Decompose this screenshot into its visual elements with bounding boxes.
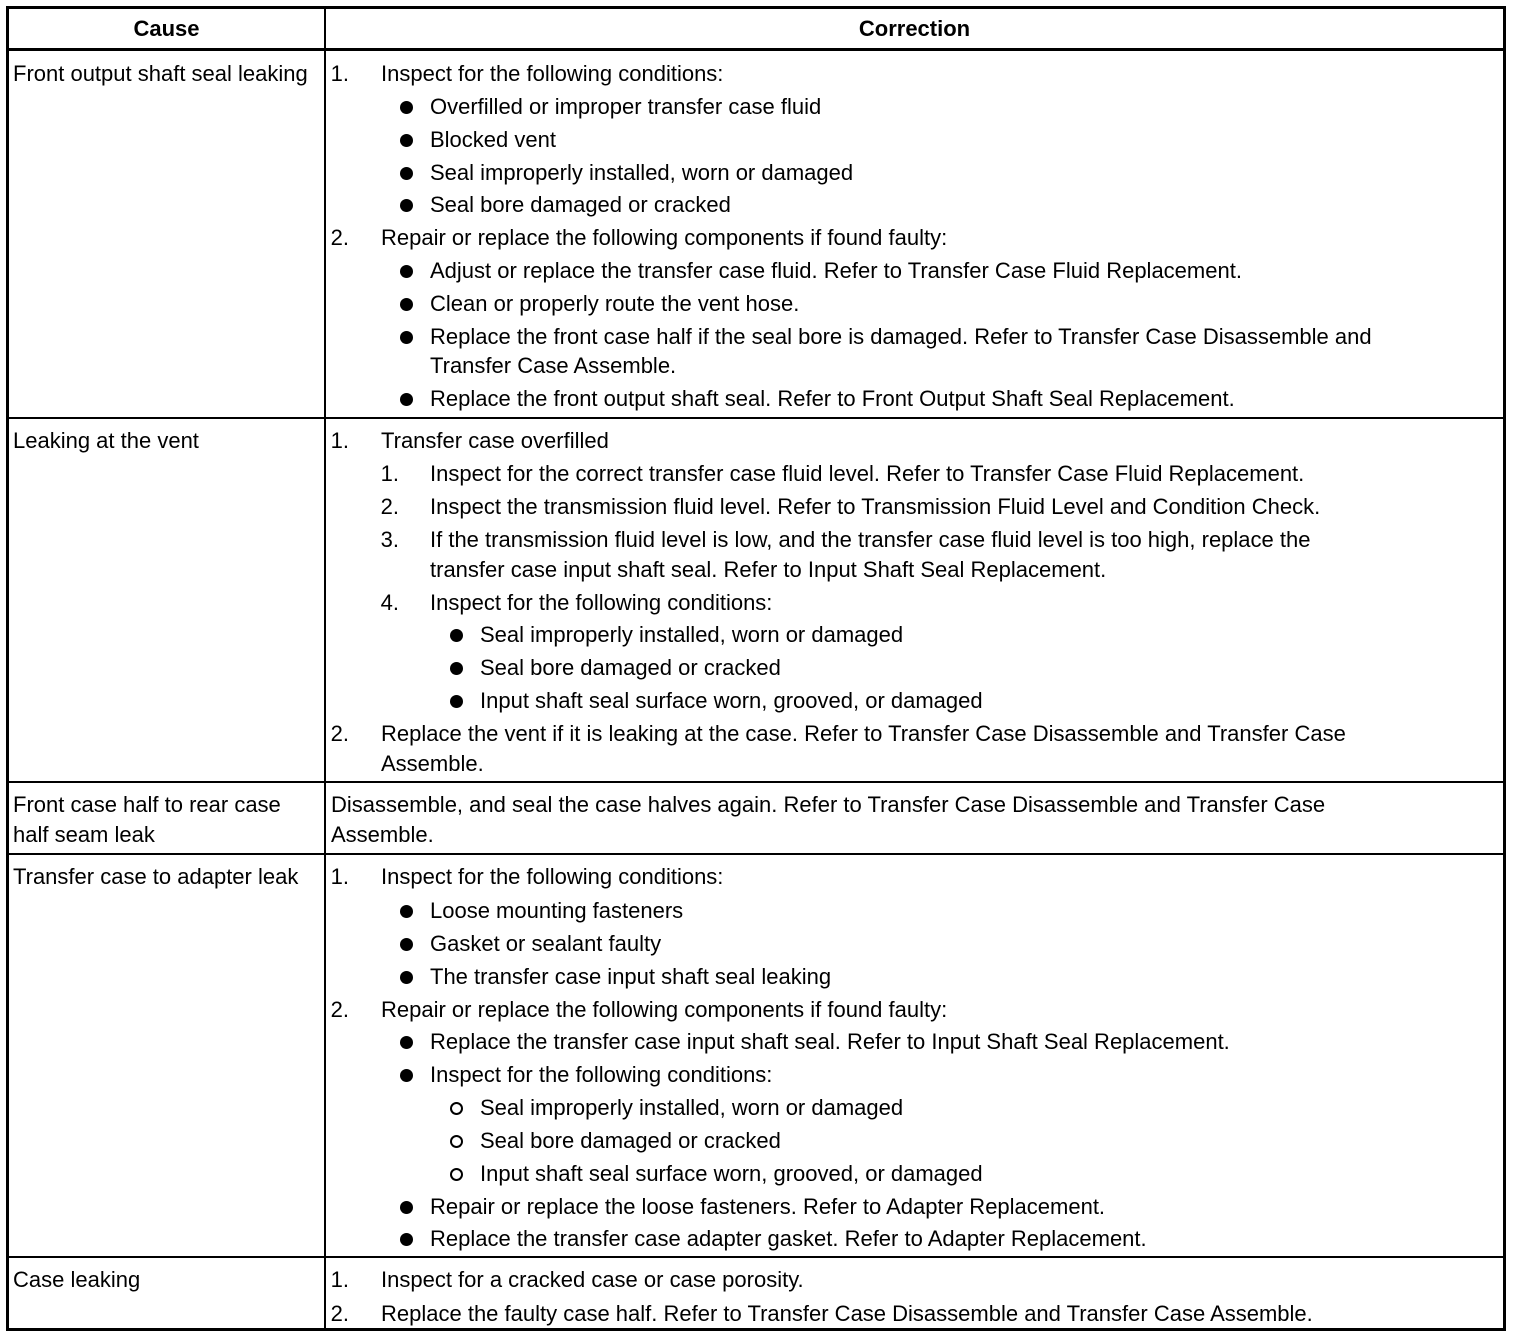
- bullet-icon: [400, 938, 413, 951]
- header-cause: Cause: [133, 16, 200, 41]
- list-item-text: Gasket or sealant faulty: [430, 931, 662, 956]
- list-number: 1.: [330, 1267, 349, 1292]
- bullet-icon: [400, 1069, 413, 1082]
- bullet-icon: [400, 199, 413, 212]
- list-item-text: Adjust or replace the transfer case fluid. Refer to Transfer Case Fluid Replacement.: [430, 258, 1242, 283]
- cause-cell: Leaking at the vent: [13, 428, 199, 453]
- list-item-text: Loose mounting fasteners: [430, 898, 684, 923]
- bullet-icon: [400, 134, 413, 147]
- bullet-icon: [400, 331, 413, 344]
- row-divider: [9, 1256, 1503, 1258]
- bullet-icon: [400, 167, 413, 180]
- list-item-text: Replace the transfer case adapter gasket. Refer to Adapter Replacement.: [430, 1226, 1147, 1251]
- list-number: 4.: [380, 590, 399, 615]
- list-item-text: Disassemble, and seal the case halves again. Refer to Transfer Case Disassemble and Transfer Case: [331, 792, 1326, 817]
- list-item-text: Replace the faulty case half. Refer to Transfer Case Disassemble and Transfer Case Assemble.: [381, 1301, 1313, 1326]
- list-item-text: Repair or replace the following components if found faulty:: [381, 997, 948, 1022]
- list-item-text: Inspect for a cracked case or case porosity.: [381, 1267, 804, 1292]
- list-item-text: If the transmission fluid level is low, and the transfer case fluid level is too high, replace the: [430, 527, 1311, 552]
- bullet-icon: [400, 1036, 413, 1049]
- row-divider: [9, 781, 1503, 783]
- list-item-text: Inspect for the following conditions:: [430, 1062, 773, 1087]
- bullet-icon: [450, 629, 463, 642]
- bullet-icon: [400, 905, 413, 918]
- list-item-text: Inspect for the following conditions:: [381, 864, 724, 889]
- list-item-text: Input shaft seal surface worn, grooved, or damaged: [480, 1161, 983, 1186]
- list-item-text: Seal bore damaged or cracked: [480, 655, 781, 680]
- list-item-text: The transfer case input shaft seal leaking: [430, 964, 832, 989]
- bullet-icon: [450, 695, 463, 708]
- column-divider: [324, 9, 326, 1328]
- list-item-text: Seal improperly installed, worn or damaged: [430, 160, 854, 185]
- list-number: 3.: [380, 527, 399, 552]
- bullet-icon: [400, 1201, 413, 1214]
- list-item-text: Repair or replace the loose fasteners. Refer to Adapter Replacement.: [430, 1194, 1106, 1219]
- list-item-text: Replace the transfer case input shaft seal. Refer to Input Shaft Seal Replacement.: [430, 1029, 1230, 1054]
- hollow-bullet-icon: [450, 1102, 463, 1115]
- list-number: 1.: [330, 428, 349, 453]
- list-item-text: Inspect for the correct transfer case fluid level. Refer to Transfer Case Fluid Replacement.: [430, 461, 1305, 486]
- cause-cell: Front case half to rear case half seam leak: [13, 792, 281, 847]
- list-item-text: Assemble.: [331, 822, 434, 847]
- list-item-text: Clean or properly route the vent hose.: [430, 291, 800, 316]
- list-item-text: Seal bore damaged or cracked: [480, 1128, 781, 1153]
- cause-cell: Front output shaft seal leaking: [13, 61, 308, 86]
- list-item-text: Blocked vent: [430, 127, 556, 152]
- list-item-text: Inspect the transmission fluid level. Refer to Transmission Fluid Level and Condition Check.: [430, 494, 1321, 519]
- list-number: 1.: [330, 864, 349, 889]
- list-item-text: Seal improperly installed, worn or damaged: [480, 1095, 904, 1120]
- row-divider: [9, 417, 1503, 419]
- bullet-icon: [400, 393, 413, 406]
- list-item-text: Transfer case overfilled: [381, 428, 609, 453]
- bullet-icon: [450, 662, 463, 675]
- hollow-bullet-icon: [450, 1135, 463, 1148]
- list-item-text: Inspect for the following conditions:: [381, 61, 724, 86]
- list-item-text: Assemble.: [381, 751, 484, 776]
- bullet-icon: [400, 265, 413, 278]
- list-number: 2.: [330, 1301, 349, 1326]
- list-number: 1.: [380, 461, 399, 486]
- list-item-text: Replace the front case half if the seal bore is damaged. Refer to Transfer Case Disassemble and: [430, 324, 1372, 349]
- list-number: 1.: [330, 61, 349, 86]
- header-correction: Correction: [858, 16, 971, 41]
- list-item-text: Input shaft seal surface worn, grooved, or damaged: [480, 688, 983, 713]
- list-item-text: Replace the vent if it is leaking at the case. Refer to Transfer Case Disassemble and Transfer Case: [381, 721, 1346, 746]
- cause-cell: Case leaking: [13, 1267, 141, 1292]
- hollow-bullet-icon: [450, 1168, 463, 1181]
- list-item-text: Replace the front output shaft seal. Refer to Front Output Shaft Seal Replacement.: [430, 386, 1235, 411]
- bullet-icon: [400, 1233, 413, 1246]
- list-number: 2.: [330, 225, 349, 250]
- list-item-text: Inspect for the following conditions:: [430, 590, 773, 615]
- bullet-icon: [400, 298, 413, 311]
- cause-cell: Transfer case to adapter leak: [13, 864, 299, 889]
- list-item-text: Transfer Case Assemble.: [430, 353, 677, 378]
- list-number: 2.: [380, 494, 399, 519]
- list-item-text: Repair or replace the following components if found faulty:: [381, 225, 948, 250]
- bullet-icon: [400, 971, 413, 984]
- diagnostic-table: [6, 6, 1506, 1331]
- row-divider: [9, 853, 1503, 855]
- bullet-icon: [400, 101, 413, 114]
- list-item-text: Seal improperly installed, worn or damaged: [480, 622, 904, 647]
- list-number: 2.: [330, 721, 349, 746]
- list-item-text: Seal bore damaged or cracked: [430, 192, 731, 217]
- list-number: 2.: [330, 997, 349, 1022]
- list-item-text: transfer case input shaft seal. Refer to Input Shaft Seal Replacement.: [430, 557, 1107, 582]
- list-item-text: Overfilled or improper transfer case fluid: [430, 94, 822, 119]
- header-divider: [9, 48, 1503, 51]
